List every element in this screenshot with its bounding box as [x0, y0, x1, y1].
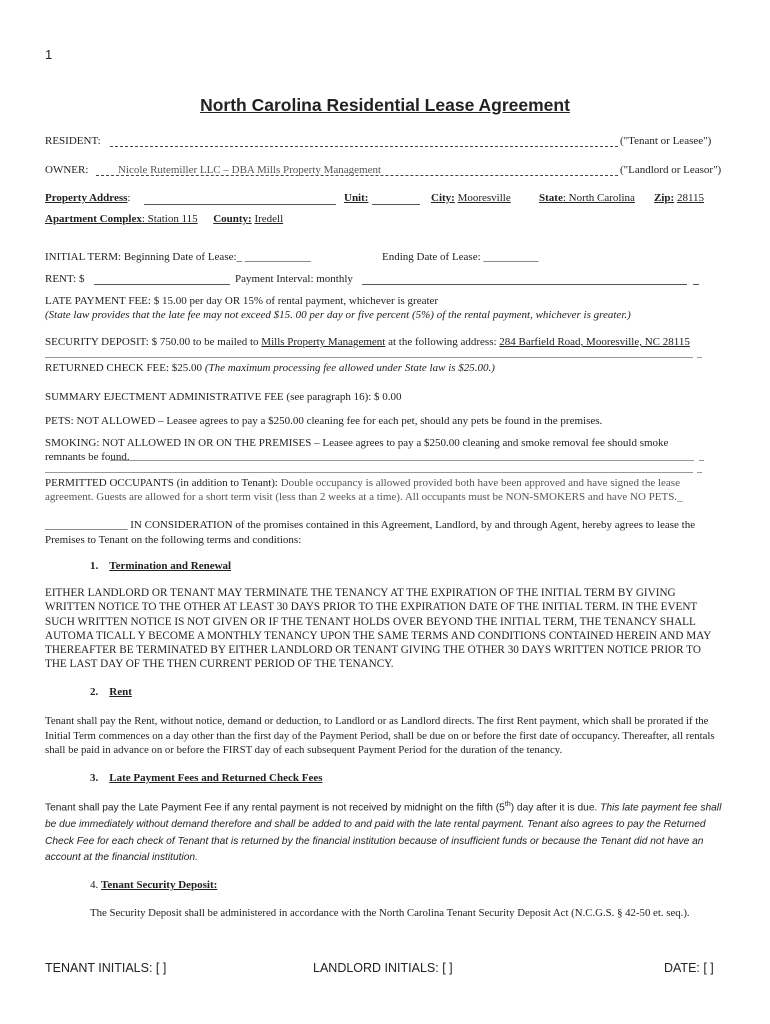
section-3-body: Tenant shall pay the Late Payment Fee if any rental payment is not received by midnight on the fifth (5th) day after it is due. This late payment fee shall be due immediately without demand therefore and shall be added to and paid with the late rental payment. Tenant also agrees to pay the Returned Check Fee for each check of Tenant that is returned by the financial institution because of insufficient funds or because the Tenant did not have an account at the financial institution. — [45, 801, 722, 864]
ending-date: Ending Date of Lease: __________ — [382, 251, 539, 263]
pets-policy: PETS: NOT ALLOWED – Leasee agrees to pay a $250.00 cleaning fee for each pet, should any pets be found in the premises. — [45, 415, 603, 427]
returned-check-line: RETURNED CHECK FEE: $25.00 (The maximum processing fee allowed under State law is $25.00.) — [45, 362, 495, 374]
late-fee-line: LATE PAYMENT FEE: $ 15.00 per day OR 15% of rental payment, whichever is greater — [45, 295, 439, 307]
property-address-field[interactable] — [144, 204, 336, 205]
payment-interval: Payment Interval: monthly — [235, 273, 353, 285]
section-1-body: EITHER LANDLORD OR TENANT MAY TERMINATE THE TENANCY AT THE EXPIRATION OF THE INITIAL TERM BY GIVING WRITTEN NOTICE TO THE OTHER AT LEAST 30 DAYS PRIOR TO THE EXPIRATION DATE OF THE INITIAL TERM. IN THE EVENT SUCH WRITTEN NOTICE IS NOT GIVEN OR IF THE TENANT HOLDS OVER BEYOND THE INITIAL TERM, THE TENANCY SHALL AUTOMA TICALL Y BECOME A MONTHLY TENANCY UPON THE SAME TERMS AND CONDITIONS CONTAINED HEREIN AND MAY THEREAFTER BE TERMINATED BY EITHER LANDLORD OR TENANT GIVING THE OTHER 30 DAYS WRITTEN NOTICE PRIOR TO THE LAST DAY OF THE THEN CURRENT PERIOD OF THE TENANCY. — [45, 587, 711, 671]
security-payee: Mills Property Management — [261, 336, 386, 348]
state-row: State: North Carolina — [539, 192, 635, 204]
security-address: 284 Barfield Road, Mooresville, NC 28115 — [499, 336, 690, 348]
owner-value: Nicole Rutemiller LLC – DBA Mills Property Management — [118, 164, 382, 176]
section-2-heading: 2. Rent — [90, 686, 132, 698]
security-deposit-line: SECURITY DEPOSIT: $ 750.00 to be mailed to Mills Property Management at the following address: 284 Barfield Road, Mooresville, NC 28115 — [45, 336, 690, 348]
unit-field[interactable] — [372, 204, 420, 205]
section-2-body: Tenant shall pay the Rent, without notice, demand or deduction, to Landlord or as Landlord directs. The first Rent payment, which shall be prorated if the Initial Term commences on a day other than the first day of the Payment Period, shall be due on or before the first date of occupancy. Thereafter, all rentals shall be paid in advance on or before the FIRST day of each subsequent Payment Period for the duration of the tenancy. — [45, 715, 715, 756]
summary-ejectment-fee: SUMMARY EJECTMENT ADMINISTRATIVE FEE (see paragraph 16): $ 0.00 — [45, 391, 402, 403]
page-number: 1 — [45, 47, 53, 62]
county-value: Iredell — [254, 213, 284, 225]
city-row: City: Mooresville — [431, 192, 511, 204]
document-title: North Carolina Residential Lease Agreement — [200, 95, 570, 115]
owner-label: OWNER: — [45, 164, 89, 176]
complex-value: : Station 115 — [141, 213, 198, 225]
property-address-row: Property Address: — [45, 192, 131, 204]
rent-amount-field[interactable] — [94, 284, 230, 285]
zip-value: 28115 — [676, 192, 705, 204]
landlord-initials[interactable]: LANDLORD INITIALS: [ ] — [313, 961, 453, 975]
resident-field[interactable] — [110, 146, 618, 147]
owner-suffix: ("Landlord or Leasor") — [620, 164, 722, 176]
state-value: : North Carolina — [562, 192, 635, 204]
consideration-clause: _______________ IN CONSIDERATION of the promises contained in this Agreement, Landlord, by and through Agent, hereby agrees to lease the Premises to Tenant on the following terms and conditions: — [45, 519, 696, 546]
smoking-policy: SMOKING: NOT ALLOWED IN OR ON THE PREMISES – Leasee agrees to pay a $250.00 cleaning and smoke removal fee should smoke remnants be found. — [45, 437, 669, 463]
resident-label: RESIDENT: — [45, 135, 101, 147]
section-4-heading: 4. Tenant Security Deposit: — [90, 879, 218, 891]
late-fee-note: (State law provides that the late fee may not exceed $15. 00 per day or five percent (5%) of the rental payment, whichever is greater.) — [45, 309, 631, 321]
complex-row: Apartment Complex: Station 115 County: Iredell — [45, 213, 284, 225]
city-value: Mooresville — [457, 192, 511, 204]
date-field[interactable]: DATE: [ ] — [664, 961, 714, 975]
rent-blank-line — [362, 284, 687, 285]
resident-suffix: ("Tenant or Leasee") — [620, 135, 712, 147]
initial-term: INITIAL TERM: Beginning Date of Lease:_ ____________ — [45, 251, 311, 263]
section-1-heading: 1. Termination and Renewal — [90, 560, 232, 572]
tenant-initials[interactable]: TENANT INITIALS: [ ] — [45, 961, 167, 975]
returned-check-note: (The maximum processing fee allowed under State law is $25.00.) — [204, 362, 495, 374]
section-3-heading: 3. Late Payment Fees and Returned Check Fees — [90, 772, 323, 784]
section-4-body: The Security Deposit shall be administered in accordance with the North Carolina Tenant Security Deposit Act (N.C.G.S. § 42-50 et. seq.). — [90, 907, 690, 919]
permitted-occupants: PERMITTED OCCUPANTS (in addition to Tenant): Double occupancy is allowed provided both have been approved and have signed the lease agreement. Guests are allowed for a short term visit (less than 2 weeks at a time). All occupants must be NON-SMOKERS and have NO PETS._ — [45, 477, 683, 503]
rent-label: RENT: $ — [45, 273, 85, 285]
property-address-label: Property Address — [45, 192, 128, 204]
zip-row: Zip: 28115 — [654, 192, 705, 204]
unit-label: Unit: — [344, 192, 369, 204]
